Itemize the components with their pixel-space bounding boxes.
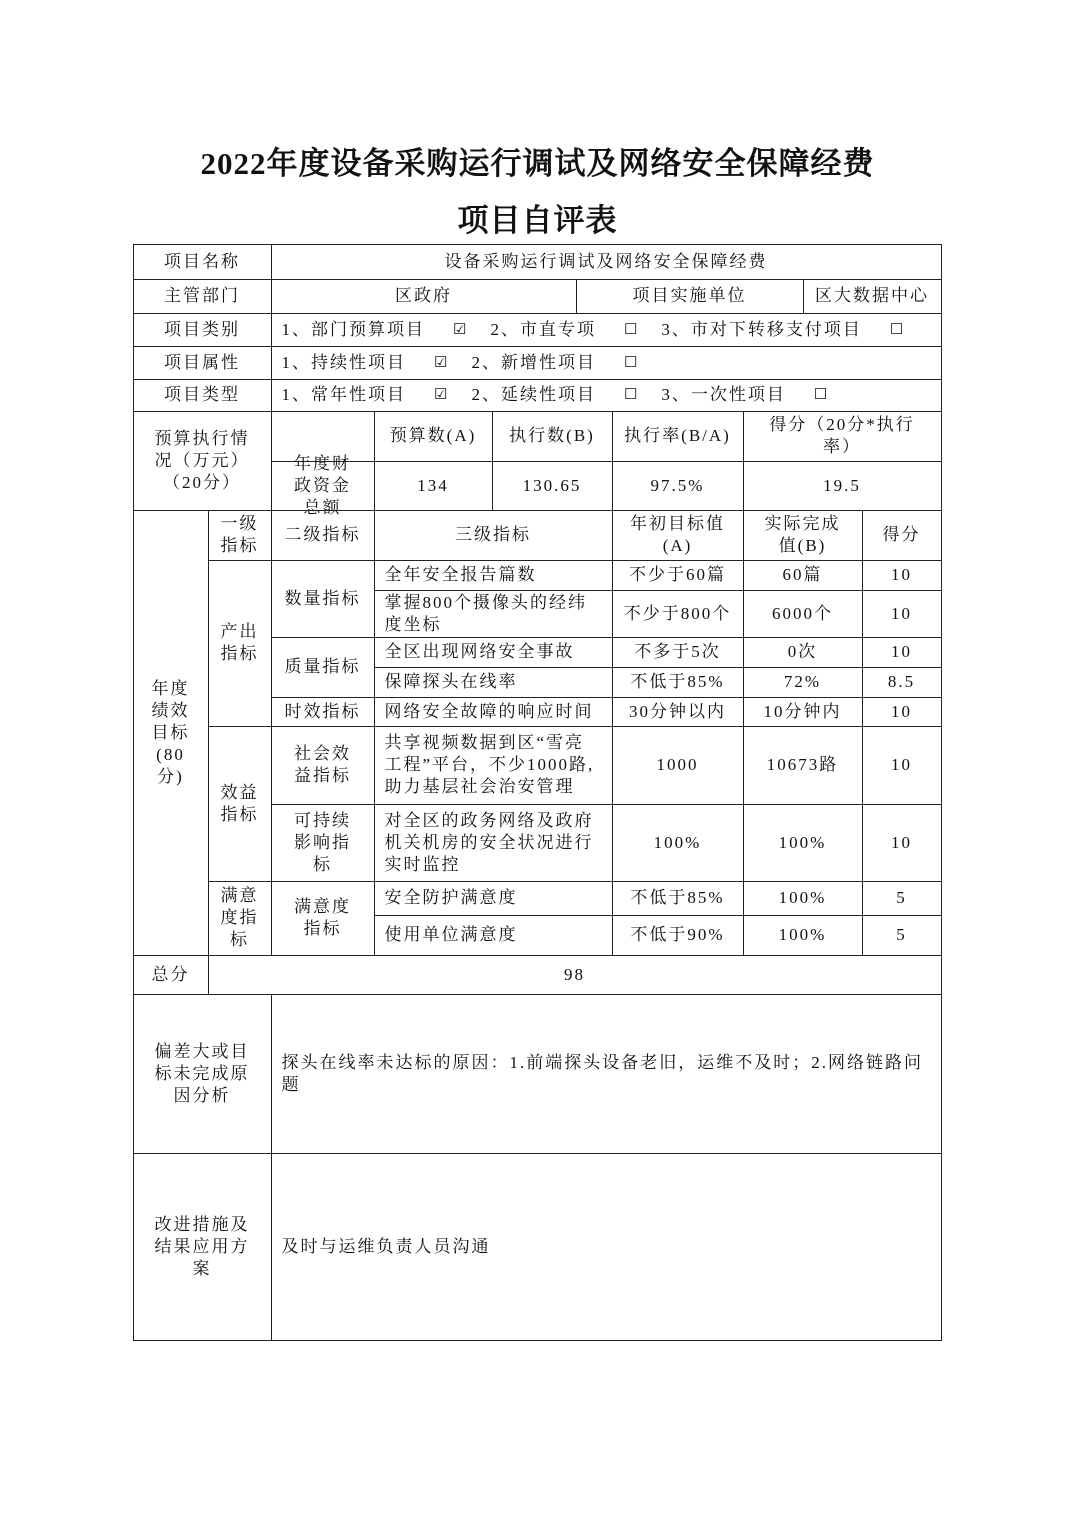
deviation-label: 偏差大或目标未完成原因分析 [133, 994, 272, 1154]
target-value: 不多于5次 [612, 637, 744, 668]
indicator-text: 全年安全报告篇数 [374, 560, 613, 591]
level2-satisfaction: 满意度指标 [271, 881, 375, 956]
checked-checkbox-icon[interactable]: ☑ [453, 321, 469, 338]
option-label: 2、延续性项目 [471, 385, 596, 404]
level2-quality: 质量指标 [271, 637, 375, 698]
indicator-text: 对全区的政务网络及政府机关机房的安全状况进行实时监控 [374, 804, 613, 882]
level2-quantity: 数量指标 [271, 560, 375, 638]
target-value: 100% [612, 804, 744, 882]
perf-header: 二级指标 [271, 510, 375, 561]
budget-header: 执行数(B) [492, 411, 613, 462]
option-label: 3、市对下转移支付项目 [661, 319, 862, 339]
score-value: 5 [862, 915, 942, 956]
level2-sustainable: 可持续影响指标 [271, 804, 375, 882]
category-label: 项目类别 [133, 313, 272, 347]
actual-value: 72% [743, 667, 863, 698]
perf-header: 三级指标 [374, 510, 613, 561]
budget-value: 130.65 [492, 461, 613, 511]
score-value: 10 [862, 726, 942, 805]
target-value: 不低于85% [612, 881, 744, 916]
total-label: 总分 [133, 955, 209, 995]
score-value: 10 [862, 590, 942, 638]
perf-header: 年初目标值(A) [612, 510, 744, 561]
score-value: 8.5 [862, 667, 942, 698]
type-options [271, 379, 942, 412]
score-value: 10 [862, 697, 942, 727]
indicator-text: 掌握800个摄像头的经纬度坐标 [374, 590, 613, 638]
attribute-label: 项目属性 [133, 346, 272, 380]
title-line-1: 2022年度设备采购运行调试及网络安全保障经费 [200, 146, 875, 181]
actual-value: 100% [743, 881, 863, 916]
level1-output: 产出指标 [208, 560, 272, 727]
improvement-text: 及时与运维负责人员沟通 [271, 1153, 942, 1341]
level1-satisfaction: 满意度指标 [208, 881, 272, 956]
budget-value: 134 [374, 461, 493, 511]
target-value: 不少于800个 [612, 590, 744, 638]
unchecked-checkbox-icon[interactable]: ☐ [623, 354, 640, 371]
total-value: 98 [208, 955, 942, 995]
deviation-text: 探头在线率未达标的原因：1.前端探头设备老旧，运维不及时；2.网络链路问题 [271, 994, 942, 1154]
option-label: 3、一次性项目 [661, 385, 786, 404]
project-name-value: 设备采购运行调试及网络安全保障经费 [271, 244, 942, 280]
budget-value: 97.5% [612, 461, 744, 511]
score-value: 10 [862, 804, 942, 882]
category-options [271, 313, 942, 347]
budget-label: 预算执行情况（万元）（20分） [133, 411, 272, 511]
dept-label: 主管部门 [133, 279, 272, 314]
dept-value: 区政府 [271, 279, 577, 314]
indicator-text: 全区出现网络安全事故 [374, 637, 613, 668]
checked-checkbox-icon[interactable]: ☑ [434, 354, 450, 371]
impl-unit-value: 区大数据中心 [803, 279, 942, 314]
score-value: 5 [862, 881, 942, 916]
indicator-text: 安全防护满意度 [374, 881, 613, 916]
unchecked-checkbox-icon[interactable]: ☐ [623, 387, 640, 403]
option-label: 2、市直专项 [490, 319, 596, 339]
actual-value: 10分钟内 [743, 697, 863, 727]
budget-row-label: 年度财政资金总额 [271, 461, 375, 511]
actual-value: 100% [743, 915, 863, 956]
unchecked-checkbox-icon[interactable]: ☐ [813, 387, 830, 403]
target-value: 不低于85% [612, 667, 744, 698]
level1-benefit: 效益指标 [208, 726, 272, 882]
actual-value: 100% [743, 804, 863, 882]
target-value: 1000 [612, 726, 744, 805]
level2-social: 社会效益指标 [271, 726, 375, 805]
budget-header: 预算数(A) [374, 411, 493, 462]
level2-timeliness: 时效指标 [271, 697, 375, 727]
perf-header: 一级指标 [208, 510, 272, 561]
target-value: 不少于60篇 [612, 560, 744, 591]
actual-value: 10673路 [743, 726, 863, 805]
unchecked-checkbox-icon[interactable]: ☐ [623, 321, 640, 338]
option-label: 2、新增性项目 [471, 352, 596, 372]
actual-value: 6000个 [743, 590, 863, 638]
indicator-text: 共享视频数据到区“雪亮工程”平台，不少1000路,助力基层社会治安管理 [374, 726, 613, 805]
option-label: 1、部门预算项目 [281, 319, 425, 339]
budget-header: 执行率(B/A) [612, 411, 744, 462]
attribute-options [271, 346, 942, 380]
indicator-text: 保障探头在线率 [374, 667, 613, 698]
actual-value: 0次 [743, 637, 863, 668]
project-name-label: 项目名称 [133, 244, 272, 280]
actual-value: 60篇 [743, 560, 863, 591]
target-value: 不低于90% [612, 915, 744, 956]
score-value: 10 [862, 560, 942, 591]
performance-label: 年度绩效目标(80分) [133, 510, 209, 956]
budget-header: 得分（20分*执行率） [743, 411, 942, 462]
indicator-text: 使用单位满意度 [374, 915, 613, 956]
impl-unit-label: 项目实施单位 [576, 279, 804, 314]
perf-header: 实际完成值(B) [743, 510, 863, 561]
score-value: 10 [862, 637, 942, 668]
target-value: 30分钟以内 [612, 697, 744, 727]
option-label: 1、持续性项目 [281, 352, 406, 372]
title-line-2: 项目自评表 [457, 203, 618, 238]
checked-checkbox-icon[interactable]: ☑ [434, 387, 450, 403]
improvement-label: 改进措施及结果应用方案 [133, 1153, 272, 1341]
unchecked-checkbox-icon[interactable]: ☐ [889, 321, 906, 338]
option-label: 1、常年性项目 [281, 385, 406, 404]
budget-value: 19.5 [743, 461, 942, 511]
type-label: 项目类型 [133, 379, 272, 412]
perf-header: 得分 [862, 510, 942, 561]
indicator-text: 网络安全故障的响应时间 [374, 697, 613, 727]
